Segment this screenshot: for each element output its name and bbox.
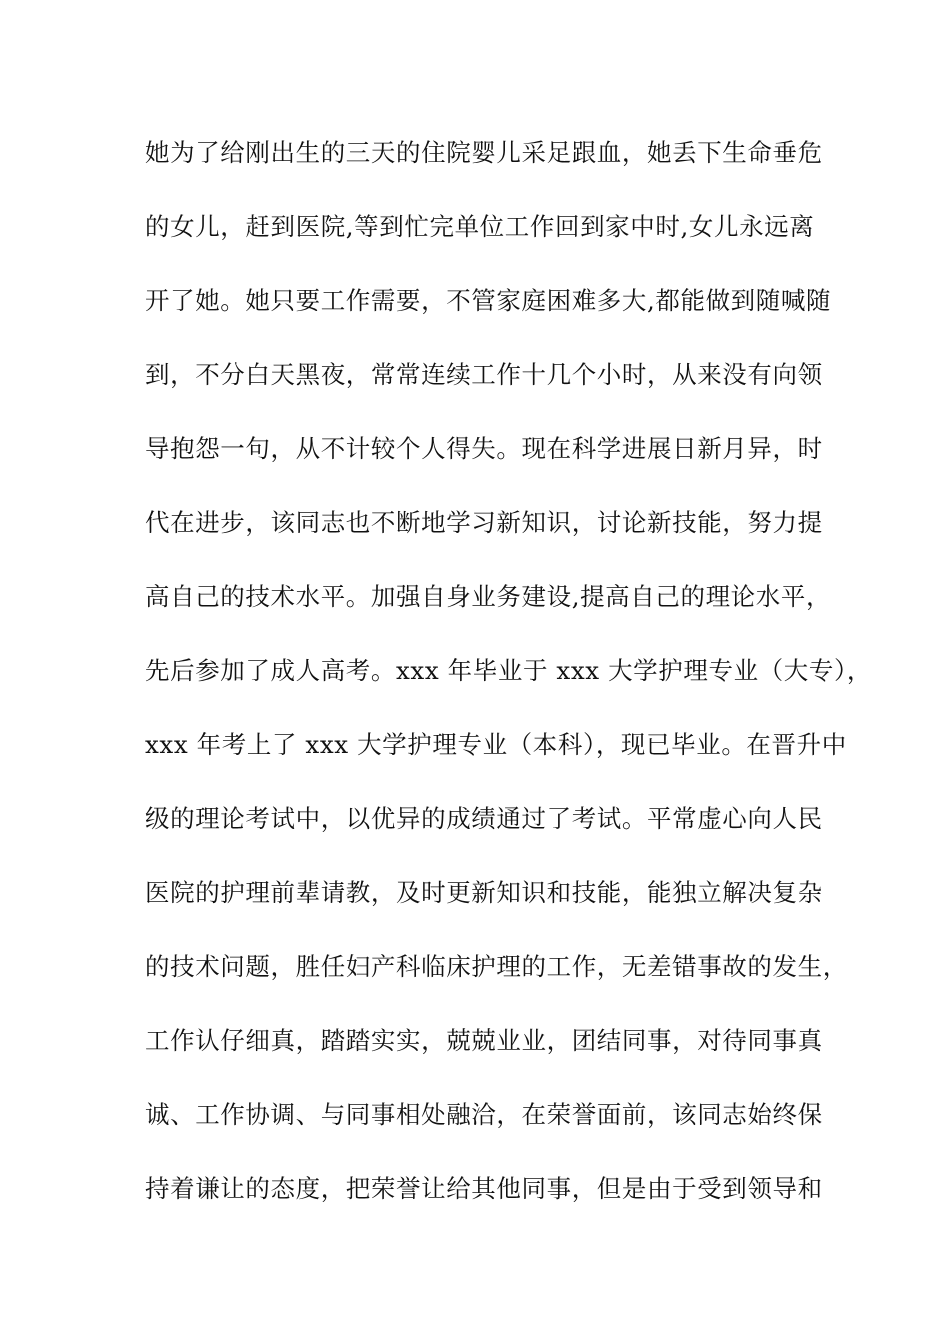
body-paragraph bbox=[145, 130, 872, 1240]
text-line: 持着谦让的态度，把荣誉让给其他同事，但是由于受到领导和 bbox=[145, 1174, 823, 1203]
text-line: xxx 年考上了 xxx 大学护理专业（本科），现已毕业。在晋升中 bbox=[145, 730, 847, 759]
text-line: 级的理论考试中，以优异的成绩通过了考试。平常虚心向人民 bbox=[145, 804, 823, 833]
text-line: 代在进步，该同志也不断地学习新知识，讨论新技能，努力提 bbox=[145, 508, 823, 537]
text-line: 医院的护理前辈请教，及时更新知识和技能，能独立解决复杂 bbox=[145, 878, 823, 907]
text-line: 先后参加了成人高考。xxx 年毕业于 xxx 大学护理专业（大专）， bbox=[145, 656, 872, 685]
text-line: 诚、工作协调、与同事相处融洽，在荣誉面前，该同志始终保 bbox=[145, 1100, 823, 1129]
text-line: 的女儿，赶到医院,等到忙完单位工作回到家中时,女儿永远离 bbox=[145, 212, 815, 241]
text-line: 的技术问题，胜任妇产科临床护理的工作，无差错事故的发生， bbox=[145, 952, 848, 981]
text-line: 到，不分白天黑夜，常常连续工作十几个小时，从来没有向领 bbox=[145, 360, 823, 389]
text-line: 工作认仔细真，踏踏实实，兢兢业业，团结同事，对待同事真 bbox=[145, 1026, 823, 1055]
text-line: 她为了给刚出生的三天的住院婴儿采足跟血，她丢下生命垂危 bbox=[145, 138, 823, 167]
text-line: 导抱怨一句，从不计较个人得失。现在科学进展日新月异，时 bbox=[145, 434, 823, 463]
text-line: 开了她。她只要工作需要，不管家庭困难多大,都能做到随喊随 bbox=[145, 286, 832, 315]
text-line: 高自己的技术水平。加强自身业务建设,提高自己的理论水平， bbox=[145, 582, 832, 611]
